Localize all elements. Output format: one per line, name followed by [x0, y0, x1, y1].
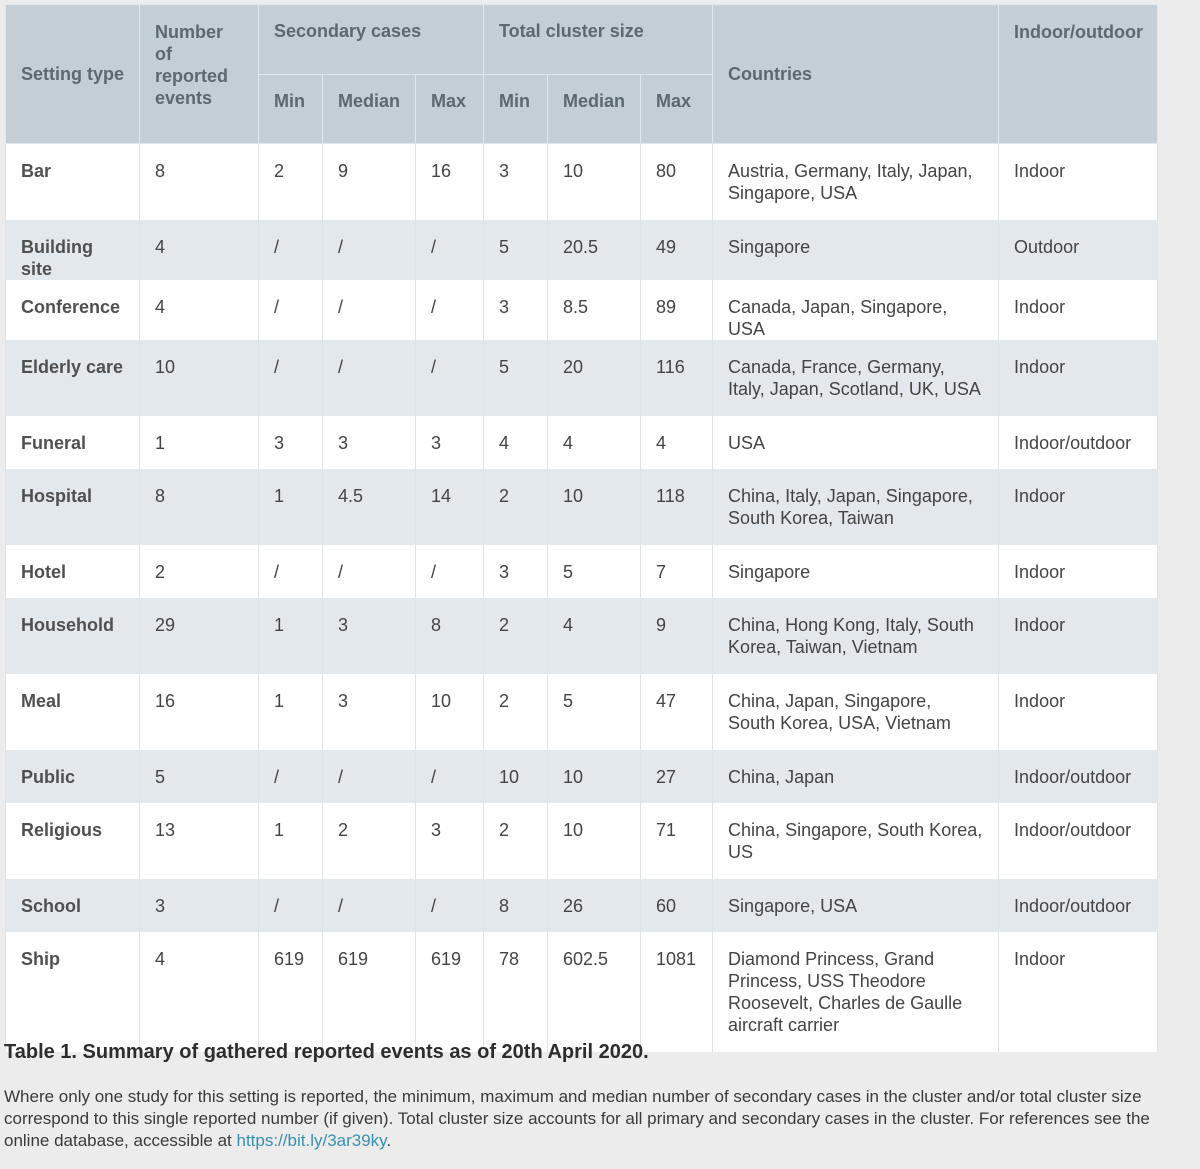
cell-secondary-min: /	[259, 545, 323, 598]
cell-cluster-min: 2	[484, 803, 548, 879]
cell-countries: Singapore, USA	[713, 879, 999, 932]
table-header	[6, 5, 1158, 144]
cell-cluster-median: 602.5	[548, 932, 641, 1052]
cell-cluster-max: 71	[641, 803, 713, 879]
cell-indoor-outdoor: Indoor/outdoor	[999, 879, 1158, 932]
cell-events: 4	[140, 932, 259, 1052]
cell-indoor-outdoor: Indoor	[999, 545, 1158, 598]
cell-setting-type: Household	[6, 598, 140, 674]
cell-cluster-max: 118	[641, 469, 713, 545]
cell-countries: Singapore	[713, 545, 999, 598]
cell-events: 16	[140, 674, 259, 750]
cell-countries: Canada, Japan, Singapore, USA	[713, 280, 999, 340]
cell-cluster-median: 10	[548, 750, 641, 803]
cell-secondary-min: /	[259, 750, 323, 803]
cell-indoor-outdoor: Indoor/outdoor	[999, 416, 1158, 469]
cell-secondary-median: 619	[323, 932, 416, 1052]
cell-countries: China, Hong Kong, Italy, South Korea, Taiwan, Vietnam	[713, 598, 999, 674]
cell-secondary-median: 3	[323, 598, 416, 674]
table-body	[6, 144, 1158, 1053]
cell-cluster-max: 1081	[641, 932, 713, 1052]
cell-cluster-median: 10	[548, 803, 641, 879]
cell-secondary-median: /	[323, 220, 416, 280]
cell-secondary-max: /	[416, 340, 484, 416]
table-row	[6, 932, 1158, 1052]
cell-secondary-max: /	[416, 545, 484, 598]
cell-cluster-min: 10	[484, 750, 548, 803]
table-caption-body	[4, 1086, 1174, 1152]
table-row	[6, 144, 1158, 221]
cell-events: 5	[140, 750, 259, 803]
cell-cluster-median: 8.5	[548, 280, 641, 340]
cell-cluster-median: 10	[548, 469, 641, 545]
cell-countries: Canada, France, Germany, Italy, Japan, Scotland, UK, USA	[713, 340, 999, 416]
header-secondary-min: Min	[259, 75, 323, 144]
cell-secondary-max: 14	[416, 469, 484, 545]
cell-secondary-min: /	[259, 879, 323, 932]
cell-setting-type: Funeral	[6, 416, 140, 469]
cell-indoor-outdoor: Indoor	[999, 674, 1158, 750]
cell-secondary-median: 9	[323, 144, 416, 221]
cell-cluster-max: 47	[641, 674, 713, 750]
cell-events: 8	[140, 144, 259, 221]
cell-events: 29	[140, 598, 259, 674]
cell-cluster-median: 5	[548, 545, 641, 598]
cell-events: 1	[140, 416, 259, 469]
table-row	[6, 340, 1158, 416]
cell-countries: Singapore	[713, 220, 999, 280]
cell-setting-type: Meal	[6, 674, 140, 750]
events-table	[5, 4, 1158, 1052]
cell-secondary-min: 1	[259, 598, 323, 674]
cell-cluster-median: 20	[548, 340, 641, 416]
cell-cluster-min: 5	[484, 340, 548, 416]
cell-cluster-median: 4	[548, 598, 641, 674]
database-link[interactable]: https://bit.ly/3ar39ky	[236, 1131, 387, 1150]
cell-indoor-outdoor: Indoor/outdoor	[999, 803, 1158, 879]
cell-setting-type: Public	[6, 750, 140, 803]
cell-cluster-min: 2	[484, 598, 548, 674]
cell-secondary-median: /	[323, 545, 416, 598]
cell-setting-type: Building site	[6, 220, 140, 280]
cell-cluster-max: 49	[641, 220, 713, 280]
cell-secondary-max: /	[416, 220, 484, 280]
cell-cluster-max: 89	[641, 280, 713, 340]
cell-events: 3	[140, 879, 259, 932]
cell-secondary-median: 3	[323, 674, 416, 750]
cell-secondary-max: 8	[416, 598, 484, 674]
cell-countries: China, Japan	[713, 750, 999, 803]
cell-setting-type: Hotel	[6, 545, 140, 598]
cell-cluster-min: 5	[484, 220, 548, 280]
cell-cluster-max: 7	[641, 545, 713, 598]
cell-secondary-min: 1	[259, 469, 323, 545]
cell-countries: China, Italy, Japan, Singapore, South Korea, Taiwan	[713, 469, 999, 545]
cell-setting-type: Ship	[6, 932, 140, 1052]
cell-secondary-max: /	[416, 879, 484, 932]
cell-cluster-max: 9	[641, 598, 713, 674]
cell-cluster-max: 116	[641, 340, 713, 416]
cell-cluster-min: 78	[484, 932, 548, 1052]
cell-cluster-max: 4	[641, 416, 713, 469]
cell-cluster-min: 2	[484, 674, 548, 750]
cell-cluster-median: 26	[548, 879, 641, 932]
cell-secondary-max: 16	[416, 144, 484, 221]
table-row	[6, 803, 1158, 879]
cell-events: 13	[140, 803, 259, 879]
cell-cluster-min: 3	[484, 280, 548, 340]
table-row	[6, 674, 1158, 750]
cell-cluster-median: 20.5	[548, 220, 641, 280]
cell-countries: Austria, Germany, Italy, Japan, Singapore, USA	[713, 144, 999, 221]
cell-setting-type: Hospital	[6, 469, 140, 545]
header-total-cluster-size: Total cluster size	[484, 5, 713, 75]
table-row	[6, 879, 1158, 932]
cell-secondary-min: 1	[259, 674, 323, 750]
cell-indoor-outdoor: Indoor	[999, 340, 1158, 416]
cell-secondary-median: 2	[323, 803, 416, 879]
cell-secondary-min: /	[259, 340, 323, 416]
cell-secondary-median: /	[323, 750, 416, 803]
cell-indoor-outdoor: Indoor	[999, 280, 1158, 340]
header-indoor-outdoor: Indoor/outdoor	[999, 5, 1158, 144]
table-row	[6, 469, 1158, 545]
header-secondary-cases: Secondary cases	[259, 5, 484, 75]
cell-cluster-median: 10	[548, 144, 641, 221]
cell-events: 4	[140, 280, 259, 340]
header-cluster-max: Max	[641, 75, 713, 144]
caption-end: .	[386, 1131, 392, 1150]
cell-setting-type: School	[6, 879, 140, 932]
cell-cluster-max: 60	[641, 879, 713, 932]
cell-secondary-max: /	[416, 280, 484, 340]
cell-events: 4	[140, 220, 259, 280]
cell-cluster-max: 27	[641, 750, 713, 803]
cell-setting-type: Bar	[6, 144, 140, 221]
cell-cluster-median: 4	[548, 416, 641, 469]
cell-secondary-min: 3	[259, 416, 323, 469]
table-caption-title: Table 1. Summary of gathered reported events as of 20th April 2020.	[4, 1041, 649, 1063]
cell-setting-type: Conference	[6, 280, 140, 340]
table-row	[6, 750, 1158, 803]
header-cluster-median: Median	[548, 75, 641, 144]
cell-countries: Diamond Princess, Grand Princess, USS Theodore Roosevelt, Charles de Gaulle aircraft carrier	[713, 932, 999, 1052]
cell-secondary-min: /	[259, 220, 323, 280]
table-row	[6, 220, 1158, 280]
cell-secondary-max: /	[416, 750, 484, 803]
cell-indoor-outdoor: Outdoor	[999, 220, 1158, 280]
cell-cluster-median: 5	[548, 674, 641, 750]
header-secondary-median: Median	[323, 75, 416, 144]
cell-indoor-outdoor: Indoor	[999, 932, 1158, 1052]
cell-secondary-max: 10	[416, 674, 484, 750]
cell-cluster-min: 8	[484, 879, 548, 932]
cell-secondary-max: 619	[416, 932, 484, 1052]
cell-cluster-min: 4	[484, 416, 548, 469]
cell-events: 2	[140, 545, 259, 598]
cell-secondary-median: /	[323, 280, 416, 340]
cell-indoor-outdoor: Indoor	[999, 144, 1158, 221]
header-reported-events: Number of reported events	[140, 5, 259, 144]
caption-text: Where only one study for this setting is reported, the minimum, maximum and median number of secondary cases in the cluster and/or total cluster size correspond to this single reported number (if given). Total cluster size accounts for all primary and secondary cases in the cluster. For references see the online database, accessible at	[4, 1087, 1150, 1150]
cell-indoor-outdoor: Indoor	[999, 469, 1158, 545]
cell-secondary-median: /	[323, 879, 416, 932]
events-table-container[interactable]	[5, 4, 1158, 1035]
cell-cluster-min: 3	[484, 545, 548, 598]
header-secondary-max: Max	[416, 75, 484, 144]
header-cluster-min: Min	[484, 75, 548, 144]
cell-secondary-max: 3	[416, 803, 484, 879]
cell-secondary-max: 3	[416, 416, 484, 469]
cell-countries: China, Singapore, South Korea, US	[713, 803, 999, 879]
cell-events: 8	[140, 469, 259, 545]
cell-secondary-median: 4.5	[323, 469, 416, 545]
cell-indoor-outdoor: Indoor/outdoor	[999, 750, 1158, 803]
table-row	[6, 598, 1158, 674]
cell-setting-type: Religious	[6, 803, 140, 879]
header-countries: Countries	[713, 5, 999, 144]
cell-setting-type: Elderly care	[6, 340, 140, 416]
cell-secondary-min: 1	[259, 803, 323, 879]
cell-secondary-min: 619	[259, 932, 323, 1052]
cell-cluster-min: 3	[484, 144, 548, 221]
cell-cluster-max: 80	[641, 144, 713, 221]
cell-secondary-min: 2	[259, 144, 323, 221]
table-row	[6, 545, 1158, 598]
cell-secondary-min: /	[259, 280, 323, 340]
cell-events: 10	[140, 340, 259, 416]
cell-countries: China, Japan, Singapore, South Korea, USA, Vietnam	[713, 674, 999, 750]
table-row	[6, 280, 1158, 340]
table-row	[6, 416, 1158, 469]
cell-secondary-median: 3	[323, 416, 416, 469]
cell-countries: USA	[713, 416, 999, 469]
cell-indoor-outdoor: Indoor	[999, 598, 1158, 674]
header-setting-type: Setting type	[6, 5, 140, 144]
cell-cluster-min: 2	[484, 469, 548, 545]
cell-secondary-median: /	[323, 340, 416, 416]
